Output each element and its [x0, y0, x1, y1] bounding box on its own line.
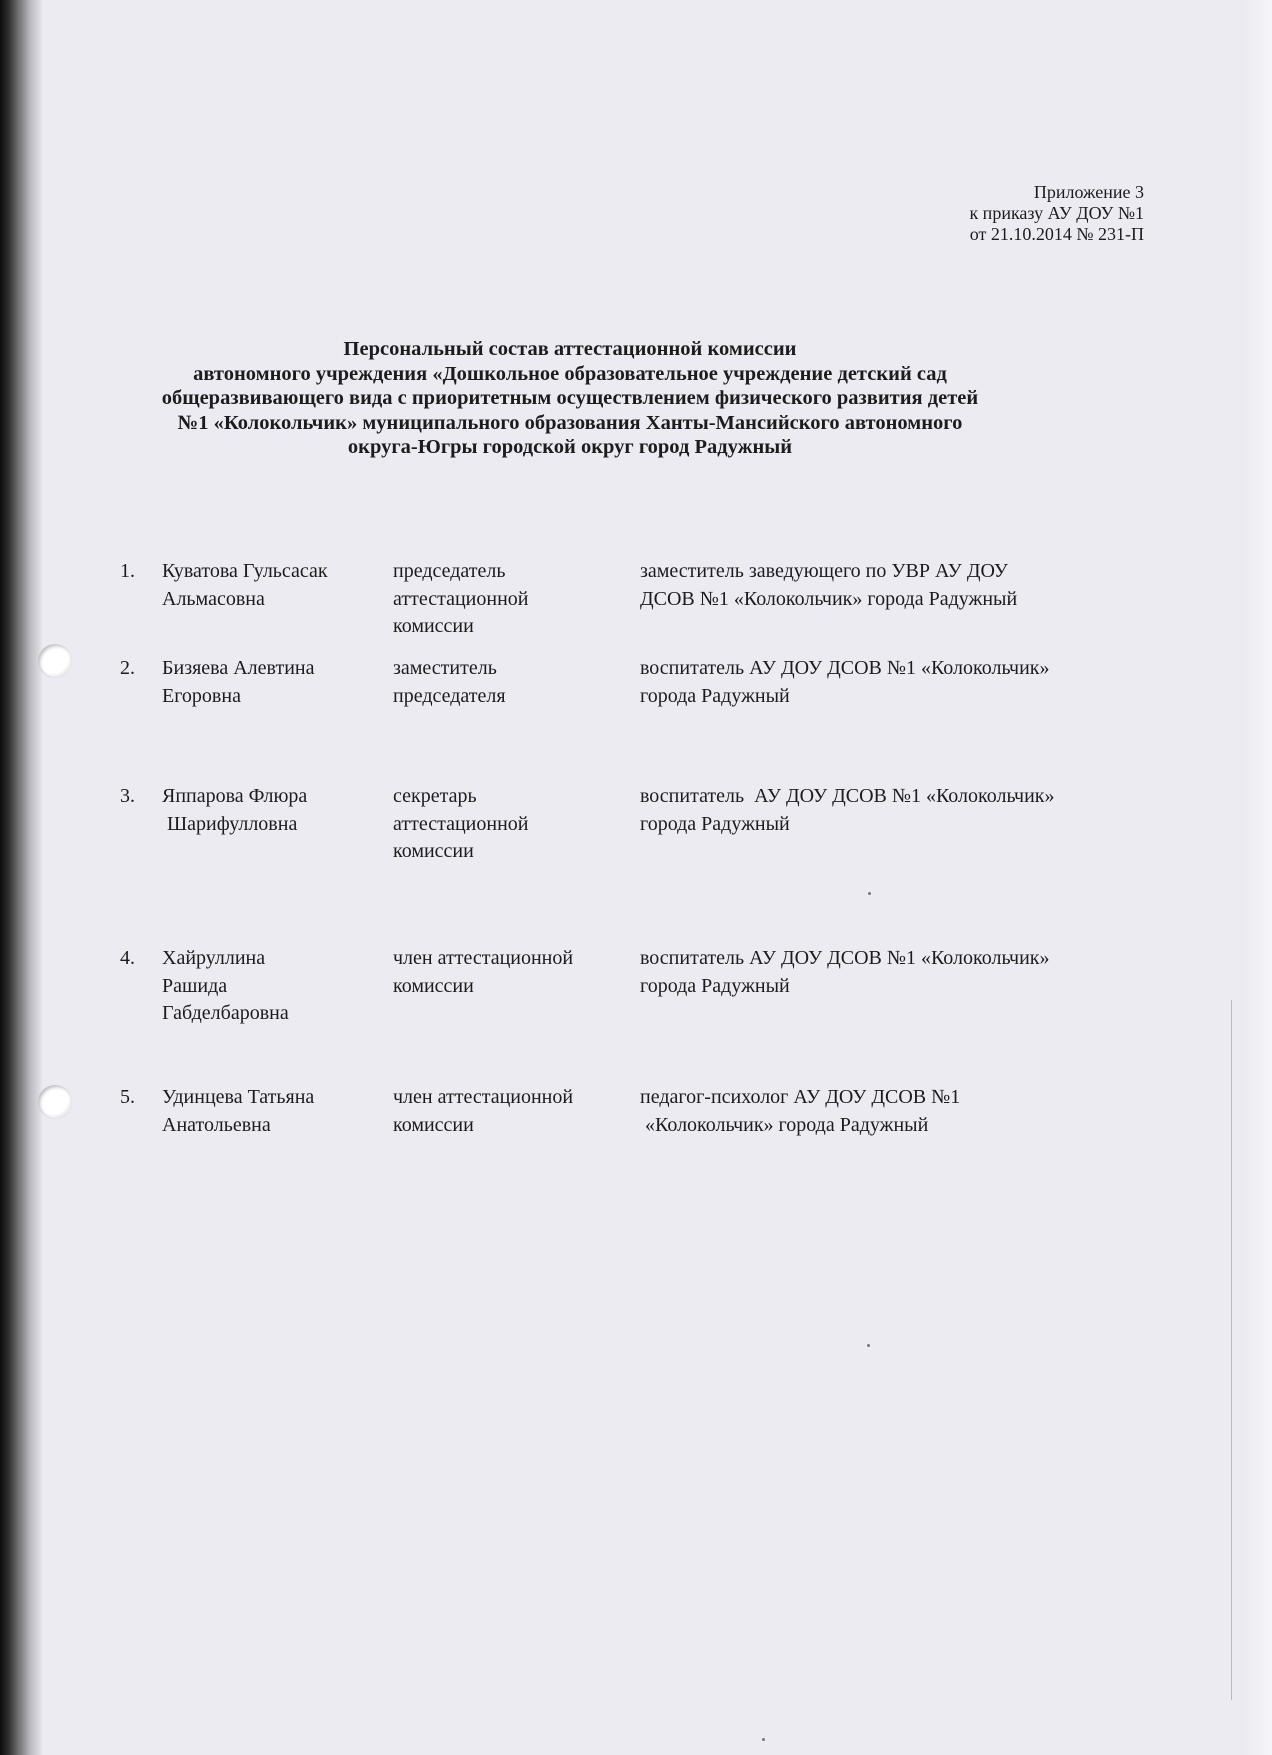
member-number: 5. [120, 1086, 135, 1108]
member-number: 3. [120, 785, 135, 807]
member-number: 1. [120, 560, 135, 582]
scan-right-line [1231, 1000, 1232, 1700]
scan-edge-shadow [0, 0, 42, 1755]
title-line: Персональный состав аттестационной комиссии [343, 338, 797, 360]
scan-speck [867, 1344, 870, 1347]
title-line: автономного учреждения «Дошкольное образовательное учреждение детский сад [193, 362, 947, 385]
title-line: общеразвивающего вида с приоритетным осуществлением физического развития детей [161, 387, 979, 409]
member-name: Бизяева Алевтина Егоровна [162, 657, 315, 707]
title-line: №1 «Колокольчик» муниципального образования Ханты-Мансийского автономного [177, 411, 963, 434]
member-number: 4. [120, 947, 135, 969]
document-title [120, 337, 1020, 460]
scan-speck [762, 1738, 765, 1741]
punch-hole-top [38, 644, 72, 678]
member-role: председатель аттестационной комиссии [393, 560, 529, 637]
member-row [120, 558, 1160, 641]
appendix-line: Приложение 3 [1033, 182, 1144, 202]
member-role: член аттестационной комиссии [393, 947, 574, 997]
member-row [120, 1084, 1160, 1139]
member-role: член аттестационной комиссии [393, 1086, 574, 1136]
member-name: Хайруллина Рашида Габделбаровна [162, 947, 289, 1024]
member-row [120, 945, 1160, 1028]
appendix-line: от 21.10.2014 № 231-П [969, 224, 1144, 244]
member-role: заместитель председателя [393, 657, 506, 707]
member-position: педагог-психолог АУ ДОУ ДСОВ №1 «Колокольчик» города Радужный [640, 1086, 961, 1136]
member-name: Удинцева Татьяна Анатольевна [162, 1086, 315, 1136]
member-role: секретарь аттестационной комиссии [393, 785, 529, 862]
member-name: Куватова Гульсасак Альмасовна [162, 560, 328, 610]
member-number: 2. [120, 657, 135, 679]
scan-speck [868, 892, 871, 895]
appendix-line: к приказу АУ ДОУ №1 [969, 203, 1144, 223]
member-position: заместитель заведующего по УВР АУ ДОУ ДСОВ №1 «Колокольчик» города Радужный [640, 560, 1018, 610]
member-position: воспитатель АУ ДОУ ДСОВ №1 «Колокольчик» города Радужный [640, 785, 1055, 835]
member-position: воспитатель АУ ДОУ ДСОВ №1 «Колокольчик» города Радужный [640, 947, 1050, 997]
member-name: Яппарова Флюра Шарифулловна [162, 785, 308, 835]
member-row [120, 783, 1160, 866]
member-position: воспитатель АУ ДОУ ДСОВ №1 «Колокольчик» города Радужный [640, 657, 1050, 707]
member-row [120, 655, 1160, 710]
scan-right-margin [1244, 0, 1272, 1755]
title-line: округа-Югры городской округ город Радужный [347, 436, 793, 458]
appendix-reference [969, 182, 1144, 245]
punch-hole-bottom [38, 1085, 72, 1119]
